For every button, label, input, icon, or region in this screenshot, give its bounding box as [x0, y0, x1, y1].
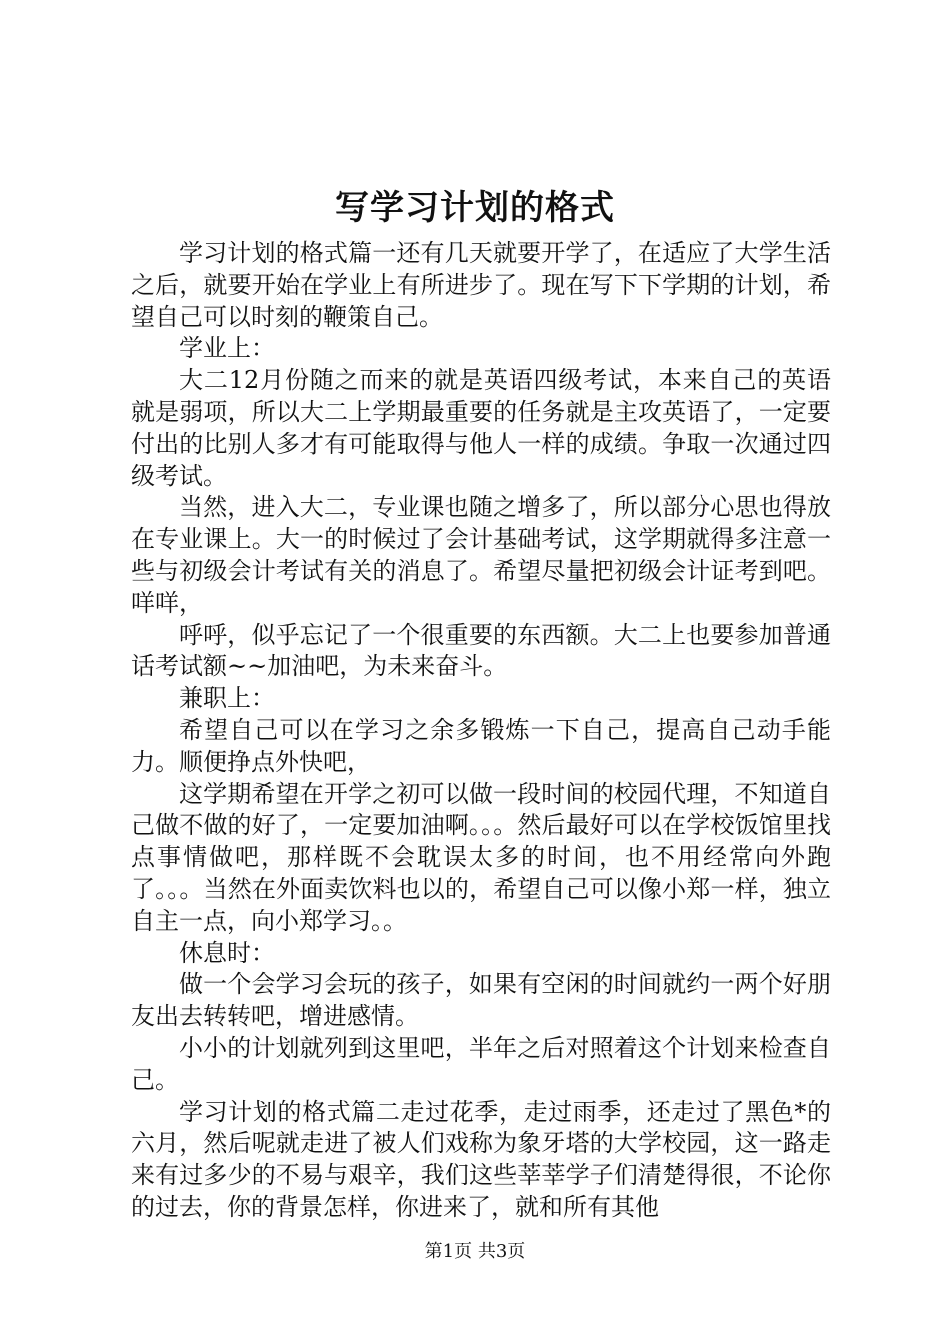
paragraph: 学习计划的格式篇一还有几天就要开学了，在适应了大学生活之后，就要开始在学业上有所进步了。现在写下下学期的计划，希望自己可以时刻的鞭策自己。 [131, 239, 831, 331]
paragraph: 当然，进入大二，专业课也随之增多了，所以部分心思也得放在专业课上。大一的时候过了会计基础考试，这学期就得多注意一些与初级会计考试有关的消息了。希望尽量把初级会计证考到吧。咩咩， [131, 493, 831, 617]
paragraph: 这学期希望在开学之初可以做一段时间的校园代理，不知道自己做不做的好了，一定要加油啊。。。然后最好可以在学校饭馆里找点事情做吧，那样既不会耽误太多的时间，也不用经常向外跑了。。。当然在外面卖饮料也以的，希望自己可以像小郑一样，独立自主一点，向小郑学习。。 [131, 779, 831, 935]
paragraph: 呼呼，似乎忘记了一个很重要的东西额。大二上也要参加普通话考试额~~加油吧，为未来奋斗。 [131, 620, 831, 681]
paragraph: 希望自己可以在学习之余多锻炼一下自己，提高自己动手能力。顺便挣点外快吧， [131, 715, 831, 776]
page-footer: 第1页 共3页 [424, 1241, 526, 1262]
document-body [131, 238, 831, 1224]
paragraph: 做一个会学习会玩的孩子，如果有空闲的时间就约一两个好朋友出去转转吧，增进感情。 [131, 970, 831, 1031]
section-heading: 学业上： [179, 334, 275, 363]
paragraph: 小小的计划就列到这里吧，半年之后对照着这个计划来检查自己。 [131, 1033, 831, 1094]
paragraph: 大二12月份随之而来的就是英语四级考试，本来自己的英语就是弱项，所以大二上学期最重要的任务就是主攻英语了，一定要付出的比别人多才有可能取得与他人一样的成绩。争取一次通过四级考试。 [131, 366, 831, 490]
document-title: 写学习计划的格式 [335, 188, 615, 228]
section-heading: 兼职上： [179, 684, 275, 713]
paragraph: 学习计划的格式篇二走过花季，走过雨季，还走过了黑色*的六月，然后呢就走进了被人们戏称为象牙塔的大学校园，这一路走来有过多少的不易与艰辛，我们这些莘莘学子们清楚得很，不论你的过去，你的背景怎样，你进来了，就和所有其他 [131, 1097, 831, 1221]
section-heading: 休息时： [179, 938, 275, 967]
